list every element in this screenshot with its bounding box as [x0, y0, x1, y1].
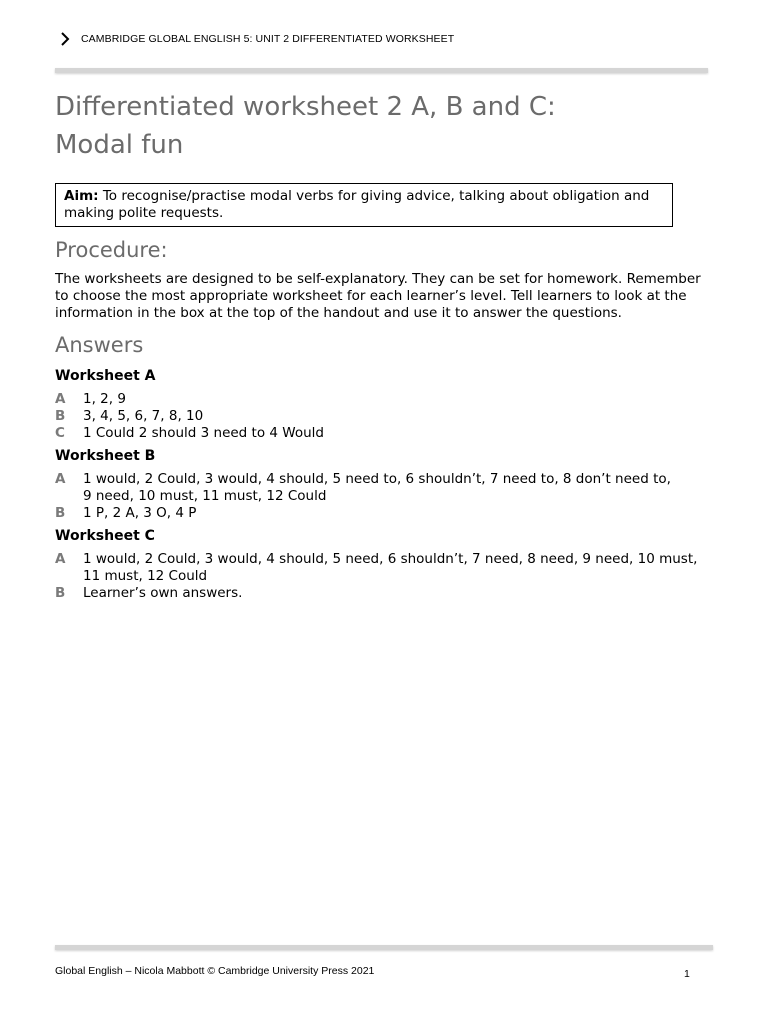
- item-text: 1 would, 2 Could, 3 would, 4 should, 5 need to, 6 shouldn’t, 7 need to, 8 don’t need to, 9 need, 10 must, 11 must, 12 Could: [83, 471, 671, 504]
- procedure-text: The worksheets are designed to be self-explanatory. They can be set for homework. Remember to choose the most appropriate worksheet for each learner’s level. Tell learners to look at the information in the box at the top of the handout and use it to answer the questions.: [55, 271, 701, 321]
- item-letter: B: [55, 585, 66, 601]
- item-text: 3, 4, 5, 6, 7, 8, 10: [83, 408, 204, 424]
- item-text: 1 Could 2 should 3 need to 4 Would: [83, 425, 324, 441]
- aim-text: To recognise/practise modal verbs for giving advice, talking about obligation and making polite requests.: [64, 188, 650, 221]
- item-text: 1 P, 2 A, 3 O, 4 P: [83, 505, 197, 521]
- chevron-right-icon: [55, 29, 75, 49]
- aim-box: [55, 183, 673, 227]
- worksheet-title: Worksheet A: [55, 368, 156, 384]
- answers-section: [55, 366, 715, 602]
- answer-list: [55, 471, 715, 522]
- title-line-2: Modal fun: [55, 130, 184, 160]
- page-number: 1: [684, 968, 690, 980]
- top-divider: [55, 68, 708, 73]
- header-text: CAMBRIDGE GLOBAL ENGLISH 5: UNIT 2 DIFFERENTIATED WORKSHEET: [81, 33, 455, 45]
- item-letter: A: [55, 551, 66, 567]
- item-letter: A: [55, 471, 66, 487]
- footer-text: Global English – Nicola Mabbott © Cambridge University Press 2021: [55, 965, 375, 977]
- list-item: [55, 505, 715, 522]
- item-text: Learner’s own answers.: [83, 585, 243, 601]
- list-item: [55, 471, 715, 505]
- item-letter: B: [55, 408, 66, 424]
- page-title: [55, 88, 715, 164]
- page-header: [55, 29, 454, 49]
- item-letter: A: [55, 391, 66, 407]
- list-item: [55, 425, 715, 442]
- aim-label: Aim:: [64, 188, 99, 204]
- item-letter: B: [55, 505, 66, 521]
- worksheet-b: [55, 446, 715, 522]
- title-line-1: Differentiated worksheet 2 A, B and C:: [55, 92, 556, 122]
- worksheet-title: Worksheet B: [55, 448, 156, 464]
- item-text: 1 would, 2 Could, 3 would, 4 should, 5 need, 6 shouldn’t, 7 need, 8 need, 9 need, 10 must, 11 must, 12 Could: [83, 551, 698, 584]
- worksheet-a: [55, 366, 715, 442]
- answers-heading: Answers: [55, 333, 144, 357]
- answer-list: [55, 551, 715, 602]
- answer-list: [55, 391, 715, 442]
- item-text: 1, 2, 9: [83, 391, 126, 407]
- list-item: [55, 551, 715, 585]
- list-item: [55, 391, 715, 408]
- item-letter: C: [55, 425, 65, 441]
- list-item: [55, 585, 715, 602]
- bottom-divider: [55, 945, 713, 950]
- worksheet-c: [55, 526, 715, 602]
- main-content: [55, 88, 715, 602]
- list-item: [55, 408, 715, 425]
- procedure-heading: Procedure:: [55, 238, 168, 262]
- worksheet-title: Worksheet C: [55, 528, 155, 544]
